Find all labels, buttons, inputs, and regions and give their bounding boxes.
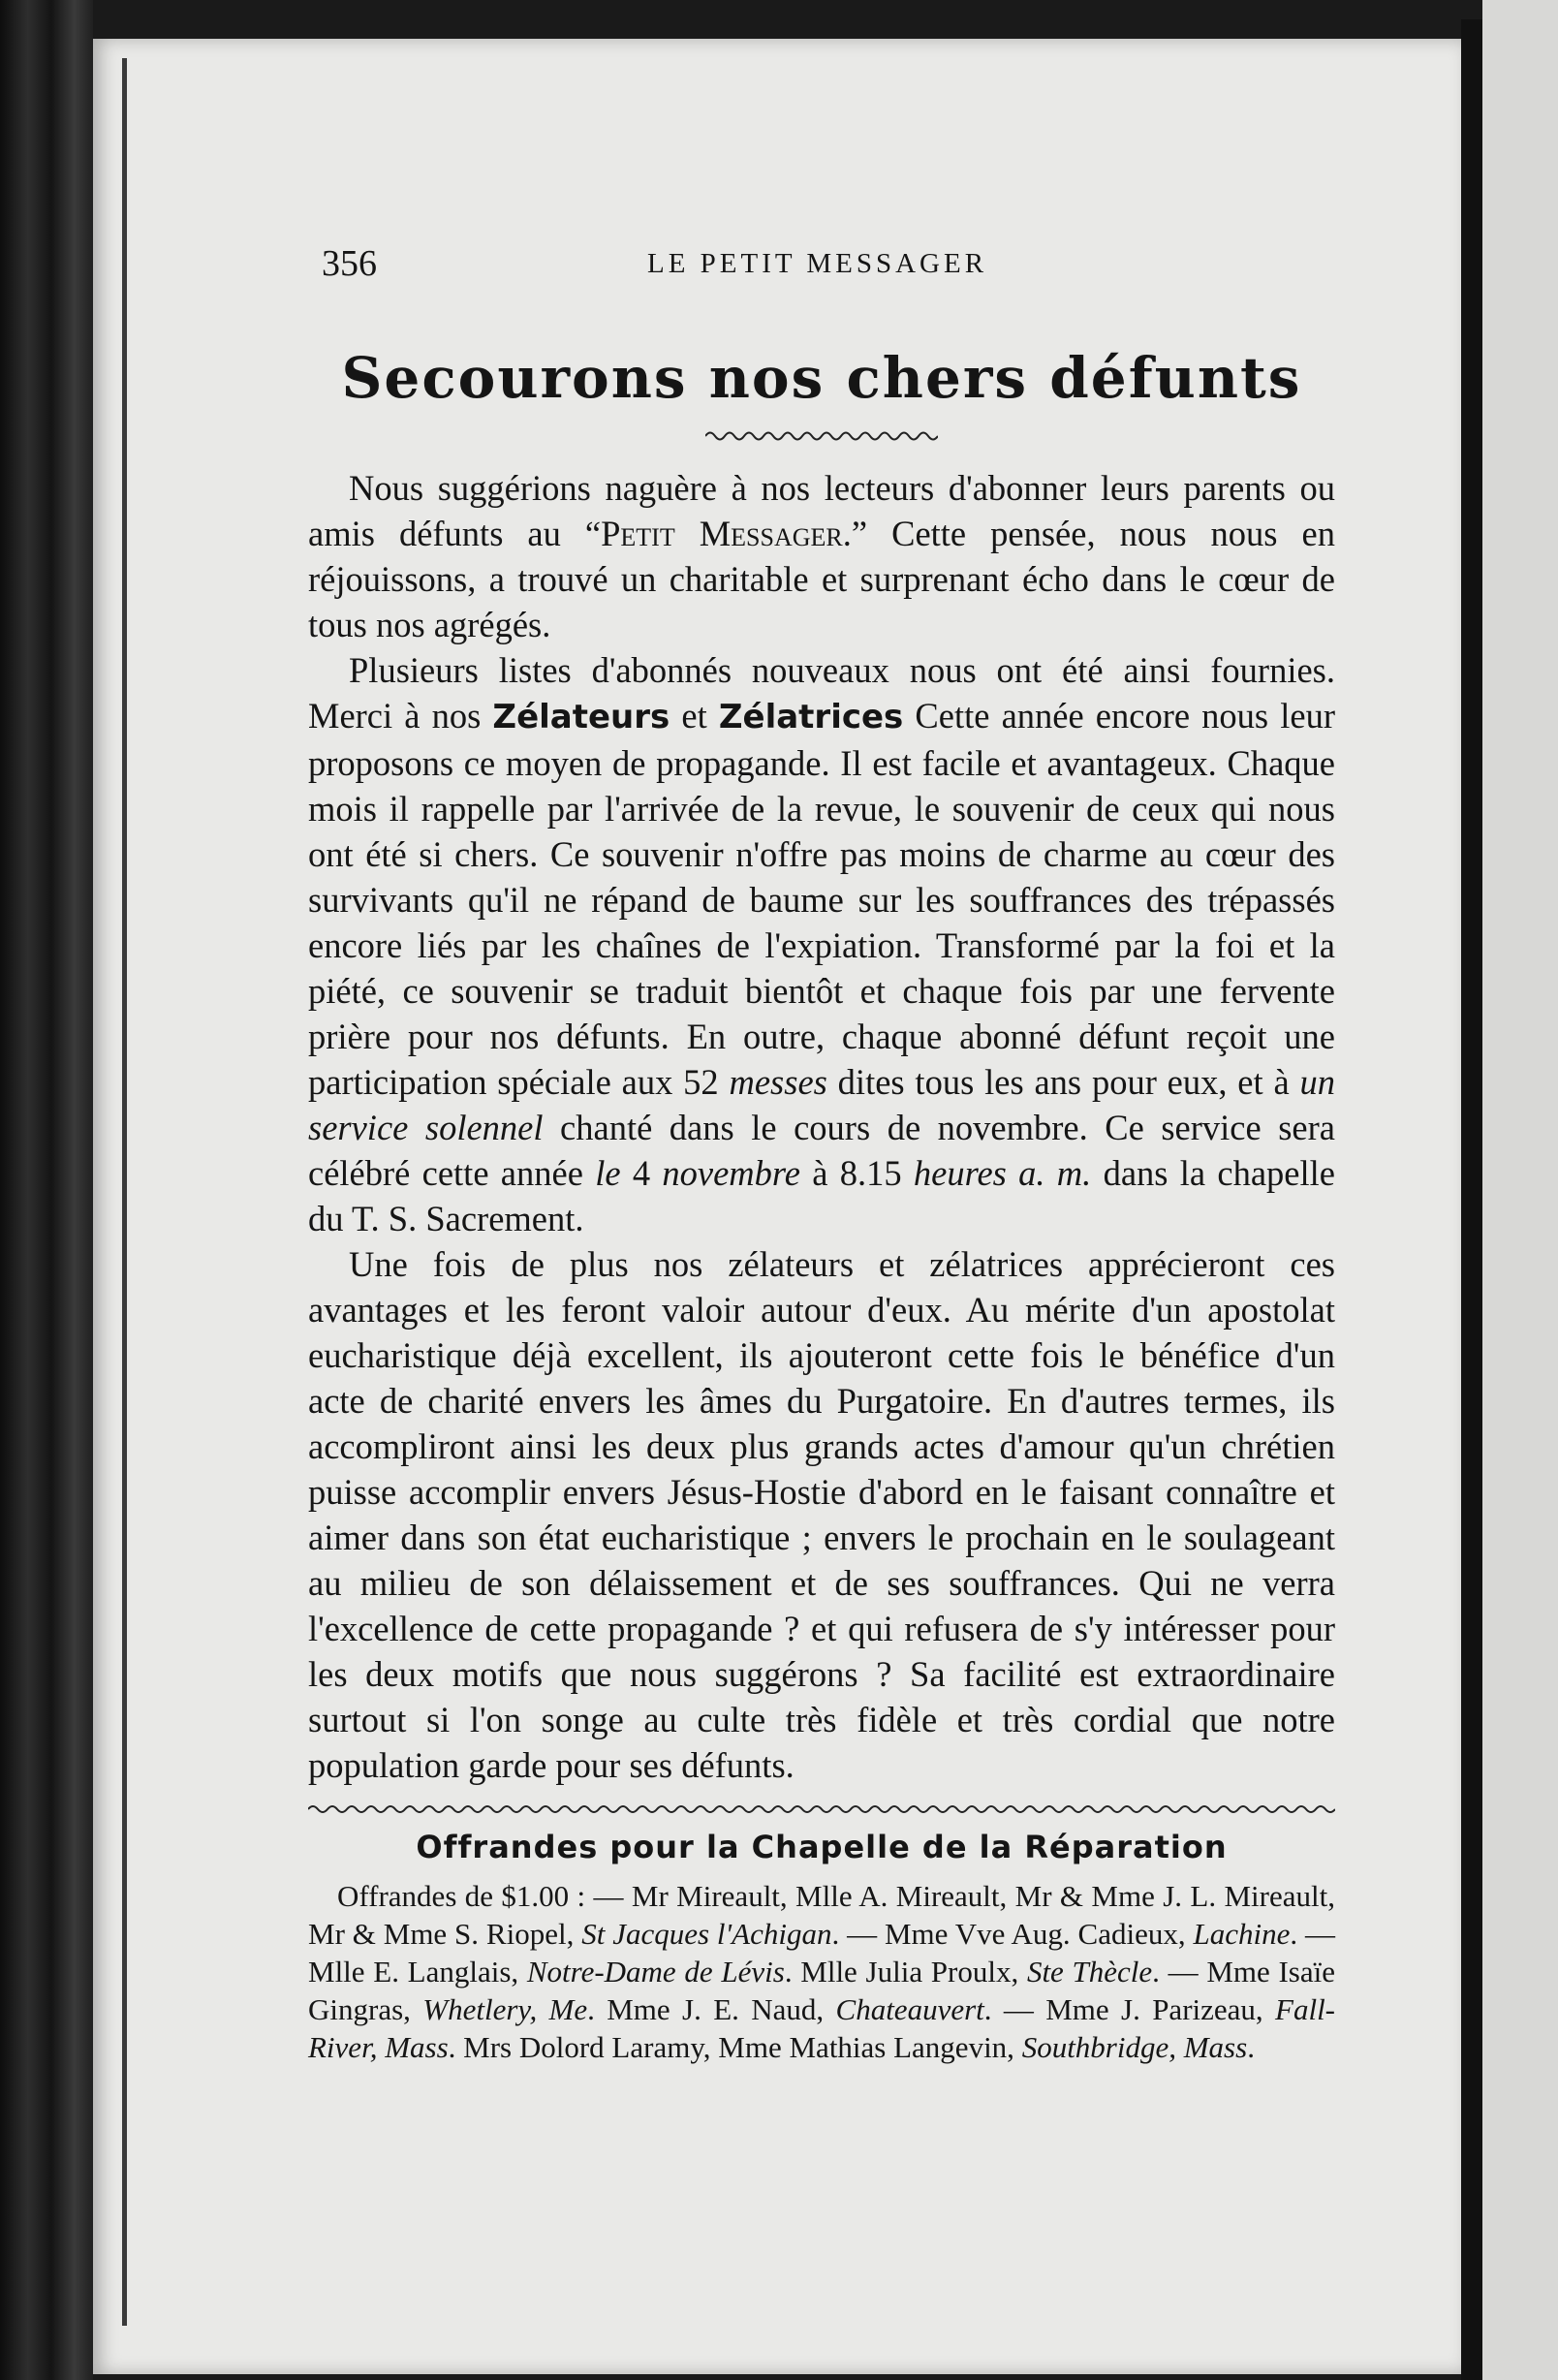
offerings-text-2: . — Mme Vve Aug. Cadieux, <box>831 1917 1194 1951</box>
place-5: Whetlery, Me <box>422 1992 588 2026</box>
p2-zelateurs: Zélateurs <box>492 698 670 736</box>
p2-italic-le: le <box>595 1153 621 1193</box>
place-3: Notre-Dame de Lévis <box>526 1955 785 1989</box>
place-7: Fall-River, Mass <box>308 1992 1336 2064</box>
running-head <box>308 242 1335 291</box>
article-paragraph-1 <box>308 465 1335 647</box>
offerings-paragraph <box>308 1877 1335 2066</box>
title-ornament <box>705 428 938 444</box>
page-number: 356 <box>322 243 377 284</box>
adjacent-page-edge <box>1482 0 1558 2380</box>
p2-text-7: à 8.15 <box>799 1153 914 1193</box>
place-8: Southbridge, Mass <box>1021 2030 1248 2064</box>
article-paragraph-2 <box>308 647 1335 1241</box>
page-gutter <box>1461 19 1482 2380</box>
article-paragraph-3: Une fois de plus nos zélateurs et zélatrices apprécieront ces avantages et les feront valoir autour d'eux. Au mérite d'un apostolat eucharistique déjà excellent, ils ajouteront cette fois le bénéfice d'un acte de charité envers les âmes du Purgatoire. En d'autres termes, ils accompliront ainsi les deux plus grands actes d'amour qu'un chrétien puisse accomplir envers Jésus-Hostie d'abord en le faisant connaître et aimer dans son état eucharistique ; envers le prochain en le soulageant au milieu de son délaissement et de ses souffrances. Qui ne verra l'excellence de cette propagande ? et qui refusera de s'y intéresser pour les deux motifs que nous suggérons ? Sa facilité est extraordinaire surtout si l'on songe au culte très fidèle et très cordial que notre population garde pour ses défunts. <box>308 1244 1335 1785</box>
p1-text-b: .” Cette pensée, nous nous en réjouissons, a trouvé un charitable et surprenant écho dans le cœur de tous nos agrégés. <box>308 514 1335 644</box>
p2-text-8: dans la chapelle du T. S. Sacrement. <box>308 1153 1335 1238</box>
p2-italic-service: un service solennel <box>308 1062 1335 1147</box>
offerings-text-6: . Mme J. E. Naud, <box>587 1992 836 2026</box>
offerings-text-8: . Mrs Dolord Laramy, Mme Mathias Langevin, <box>448 2030 1022 2064</box>
offerings-title: Offrandes pour la Chapelle de la Réparation <box>416 1829 1228 1865</box>
page-content <box>308 242 1335 2066</box>
p2-zelatrices: Zélatrices <box>718 698 904 736</box>
p1-text-a: Nous suggérions naguère à nos lecteurs d'abonner leurs parents ou amis défunts au “ <box>308 468 1335 553</box>
running-title: LE PETIT MESSAGER <box>647 248 988 279</box>
p2-italic-heures: heures a. m. <box>913 1153 1092 1193</box>
p2-text-5: chanté dans le cours de novembre. Ce service sera célébré cette année <box>308 1108 1335 1193</box>
article-title: Secourons nos chers défunts <box>341 345 1302 411</box>
offerings-text-9: . <box>1247 2030 1255 2064</box>
offerings-text-7: . — Mme J. Parizeau, <box>983 1992 1276 2026</box>
p2-italic-novembre: novembre <box>662 1153 800 1193</box>
place-2: Lachine <box>1193 1917 1291 1951</box>
p2-text-6: 4 <box>620 1153 663 1193</box>
p2-text-1: Plusieurs listes d'abonnés nouveaux nous ont été ainsi fournies. Merci à nos <box>308 650 1335 736</box>
offerings-text-4: . Mlle Julia Proulx, <box>784 1955 1027 1989</box>
section-divider <box>308 1801 1335 1817</box>
place-1: St Jacques l'Achigan <box>581 1917 832 1951</box>
p2-text-3: Cette année encore nous leur proposons ce moyen de propagande. Il est facile et avantageux. Chaque mois il rappelle par l'arrivée de la revue, le souvenir de ceux qui nous ont été si chers. Ce souvenir n'offre pas moins de charme au cœur des survivants qu'il ne répand de baume sur les souffrances des trépassés encore liés par les chaînes de l'expiation. Transformé par la foi et la piété, ce souvenir se traduit bientôt et chaque fois par une fervente prière pour nos défunts. En outre, chaque abonné défunt reçoit une participation spéciale aux 52 <box>308 696 1335 1102</box>
offerings-text-5: . — Mme Isaïe Gingras, <box>308 1955 1335 2026</box>
place-4: Ste Thècle <box>1026 1955 1153 1989</box>
book-spine <box>0 0 93 2380</box>
offerings-list <box>308 1877 1335 2066</box>
offerings-text-1: Offrandes de $1.00 : — Mr Mireault, Mlle A. Mireault, Mr & Mme J. L. Mireault, Mr & Mme S. Riopel, <box>308 1879 1335 1951</box>
p2-text-4: dites tous les ans pour eux, et à <box>826 1062 1300 1102</box>
p2-text-2: et <box>670 696 719 736</box>
offerings-text-3: . — Mlle E. Langlais, <box>308 1917 1335 1989</box>
place-6: Chateauvert <box>835 1992 984 2026</box>
p2-italic-messes: messes <box>729 1062 827 1102</box>
p1-journal-name: Petit Messager <box>601 514 843 553</box>
article-body <box>308 465 1335 1788</box>
